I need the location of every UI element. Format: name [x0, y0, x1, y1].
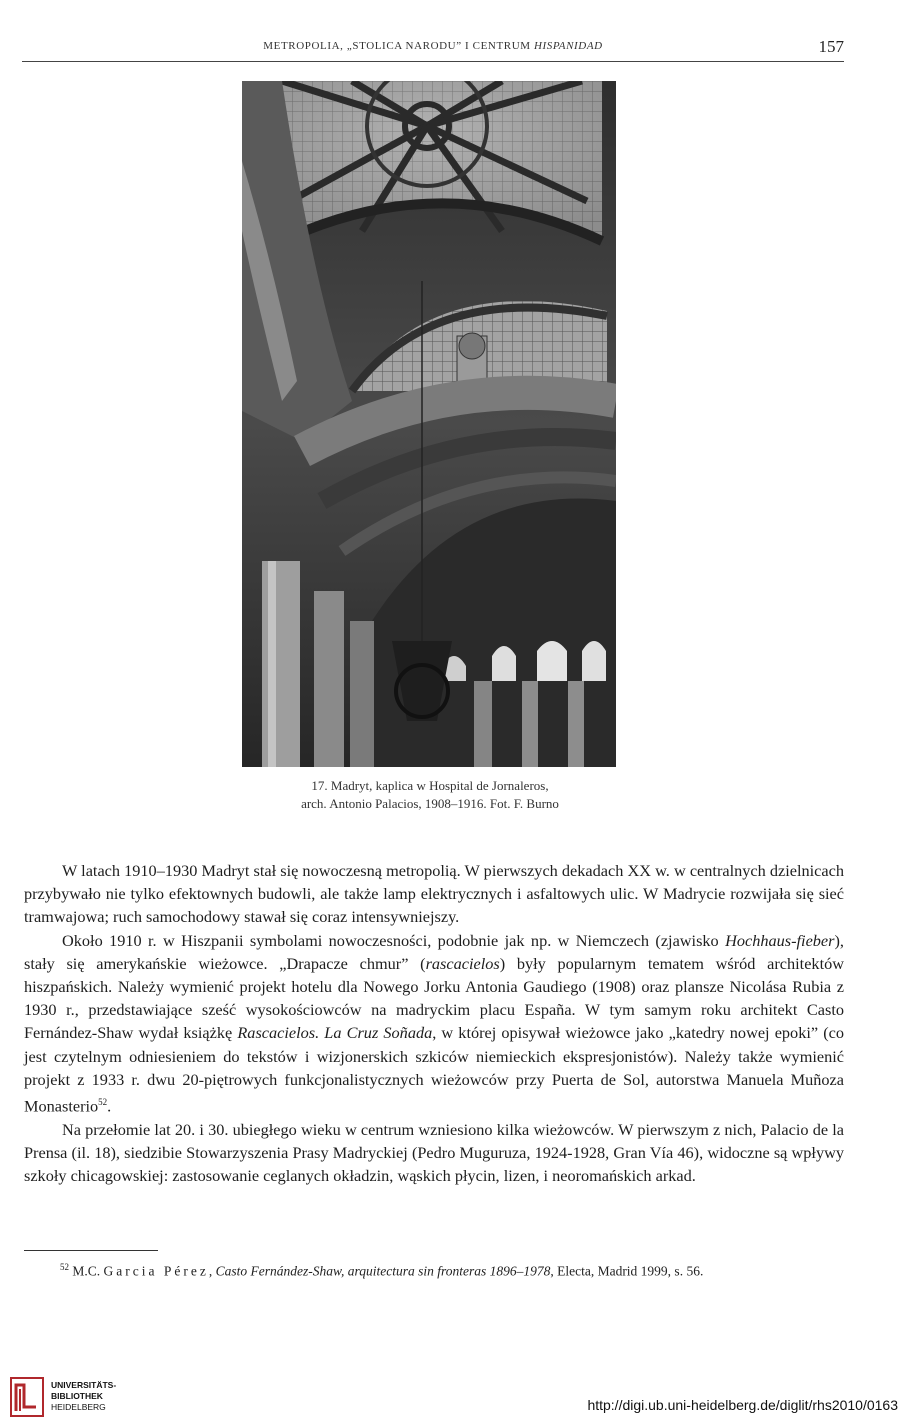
- body-text: [24, 859, 844, 1187]
- footnote-title: Casto Fernández-Shaw, arquitectura sin fronteras 1896–1978: [215, 1263, 551, 1279]
- p2-text-e: ) były popularnym tematem wśród architektów hiszpańskich. Należy wymienić projekt hotelu dla Nowego Jorku Antonia Gaudiego (1908) oraz plansze Nicolása Rubia z 1930 r., przedstawiające sześć wysokościowców na madryckim placu España. W tym samym roku architekt Casto Fernández-Shaw wydał książkę: [24, 953, 844, 1043]
- p2-text-a: Około 1910 r. w Hiszpanii symbolami nowoczesności, podobnie jak np. w Niemczech (zjawisko: [62, 930, 726, 950]
- footnote-number: 52: [60, 1262, 69, 1272]
- figure-caption: [150, 777, 710, 813]
- logo-line-3: HEIDELBERG: [51, 1402, 106, 1412]
- p2-text-g: , w której opisywał wieżowce jako „katedry nowej epoki” (co jest czytelnym odniesieniem do tekstów i wizjonerskich szkiców niemieckich ekspresjonistów). Należy także wymienić projekt z 1933 r. dwu 20-piętrowych funkcjonalistycznych wieżowców przy Puerta de Sol, autorstwa Manuela Muñoza Monasterio: [24, 1023, 844, 1116]
- chapel-dome-photo: [242, 81, 616, 767]
- paragraph-1: W latach 1910–1930 Madryt stał się nowoczesną metropolią. W pierwszych dekadach XX w. w centralnych dzielnicach przybywało nie tylko efektownych budowli, ale także lamp elektrycznych i asfaltowych ulic. W Madrycie rozwijała się sieć tramwajowa; ruch samochodowy stawał się coraz intensywniejszy.: [24, 861, 844, 927]
- running-head: [22, 40, 844, 52]
- caption-line-1: 17. Madryt, kaplica w Hospital de Jornaleros,: [311, 778, 549, 793]
- paragraph-3: Na przełomie lat 20. i 30. ubiegłego wieku w centrum wzniesiono kilka wieżowców. W pierwszym z nich, Palacio de la Prensa (il. 18), siedzibie Stowarzyszenia Prasy Madryckiej (Pedro Muguruza, 1924-1928, Gran Vía 46), widoczne są wpływy szkoły chicagowskiej: zastosowanie ceglanych okładzin, wąskich płycin, lizen, i neoromańskich arkad.: [24, 1119, 844, 1186]
- p2-italic-term: Hochhaus-fieber: [725, 930, 835, 950]
- paragraph-2: [24, 929, 844, 1118]
- page-number: 157: [818, 37, 844, 56]
- source-url-link[interactable]: http://digi.ub.uni-heidelberg.de/diglit/rhs2010/0163: [587, 1397, 898, 1413]
- footnote-rule: [24, 1250, 158, 1251]
- logo-line-2: BIBLIOTHEK: [51, 1391, 103, 1401]
- footnote: [60, 1262, 850, 1280]
- footnote-rest: , Electa, Madrid 1999, s. 56.: [550, 1263, 704, 1279]
- header-rule: [22, 61, 844, 62]
- running-title: METROPOLIA, „STOLICA NARODU” I CENTRUM: [263, 40, 534, 52]
- footnote-author: Garcia Pérez: [103, 1263, 209, 1279]
- p2-text-c: ), stały się amerykańskie wieżowce. „Drapacze chmur” (: [24, 930, 844, 973]
- p2-book-title: Rascacielos. La Cruz Soñada: [237, 1023, 433, 1043]
- library-logo-icon: [10, 1377, 44, 1417]
- footnote-initials: M.C.: [69, 1263, 104, 1279]
- p2-end: .: [107, 1096, 112, 1116]
- p2-italic-rascacielos: rascacielos: [425, 953, 500, 973]
- logo-line-1: UNIVERSITÄTS-: [51, 1380, 117, 1390]
- library-logo-text: [51, 1380, 116, 1413]
- footnote-sep: ,: [208, 1263, 216, 1279]
- footnote-ref[interactable]: 52: [98, 1097, 108, 1108]
- caption-line-2: arch. Antonio Palacios, 1908–1916. Fot. F. Burno: [301, 796, 559, 811]
- library-logo[interactable]: [10, 1377, 160, 1419]
- running-title-italic: HISPANIDAD: [533, 40, 603, 52]
